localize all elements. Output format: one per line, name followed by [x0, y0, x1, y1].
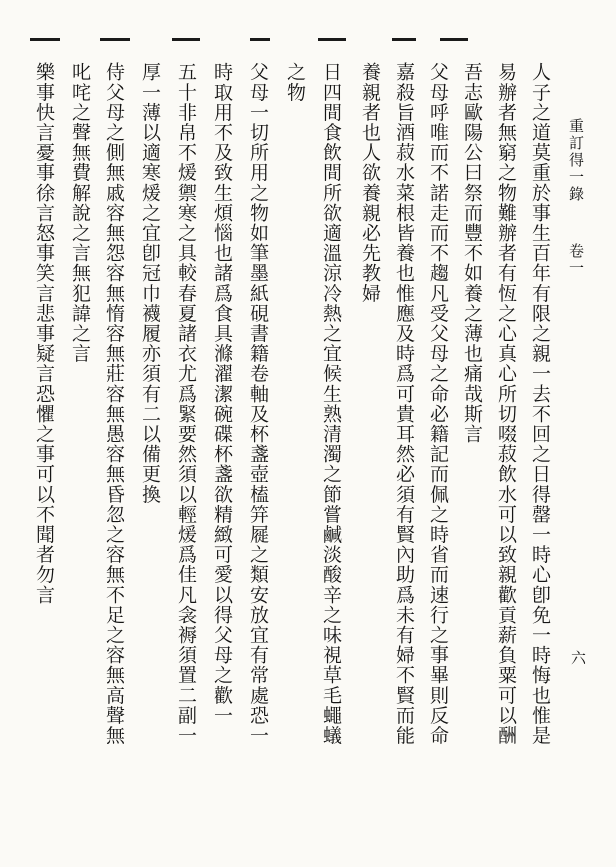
text-column-12: 厚一薄以適寒煖之宜卽冠巾襪履亦須有二以備更換: [139, 62, 161, 505]
page-number: 六: [569, 650, 587, 665]
text-column-13: 侍父母之側無戚容無怨容無惰容無莊容無愚容無昏忽之容無不足之容無高聲無: [103, 62, 125, 746]
top-rule-7: [440, 38, 468, 41]
top-rule-6: [392, 38, 416, 41]
text-column-11: 五十非帛不煖禦寒之具較春夏諸衣尤爲緊要然須以輕煖爲佳凡衾褥須置二副一: [175, 62, 197, 746]
text-column-3: 吾志歐陽公曰祭而豐不如養之薄也痛哉斯言: [461, 62, 483, 444]
text-column-8: 之物: [284, 62, 306, 103]
top-rule-1: [30, 38, 60, 41]
text-column-15: 樂事快言憂事徐言怒事笑言悲事疑言恐懼之事可以不聞者勿言: [33, 62, 55, 605]
volume-label: 卷一: [567, 243, 585, 277]
text-column-4: 父母呼唯而不諾走而不趨凡受父母之命必籍記而佩之時省而速行之事畢則反命: [427, 62, 449, 746]
text-column-7: 日四間食飲間所欲適溫涼冷熱之宜候生熟清濁之節嘗鹹淡酸辛之味視草毛蠅蟻: [320, 62, 342, 746]
text-column-5: 嘉殺旨酒菽水菜根皆養也惟應及時爲可貴耳然必須有賢內助爲未有婦不賢而能: [393, 62, 415, 746]
book-title: 重訂得一錄: [567, 118, 585, 203]
top-rule-5: [318, 38, 346, 41]
text-column-14: 叱咤之聲無費解說之言無犯諱之言: [69, 62, 91, 364]
text-column-1: 人子之道莫重於事生百年有限之親一去不回之日得罄一時心卽免一時悔也惟是: [529, 62, 551, 746]
top-rule-4: [250, 38, 270, 41]
text-column-6: 養親者也人欲養親必先教婦: [359, 62, 381, 304]
text-column-2: 易辦者無窮之物難辦者有恆之心真心所切啜菽飲水可以致親歡貢薪負粟可以酬: [495, 62, 517, 746]
text-column-9: 父母一切所用之物如筆墨紙硯書籍卷軸及杯盞壺榼笄屣之類安放宜有常處恐一: [247, 62, 269, 746]
top-rule-2: [100, 38, 130, 41]
running-header: [566, 118, 586, 277]
top-rule-3: [172, 38, 200, 41]
text-column-10: 時取用不及致生煩惱也諸爲食具滌濯潔碗碟杯盞欲精緻可愛以得父母之歡一: [211, 62, 233, 726]
